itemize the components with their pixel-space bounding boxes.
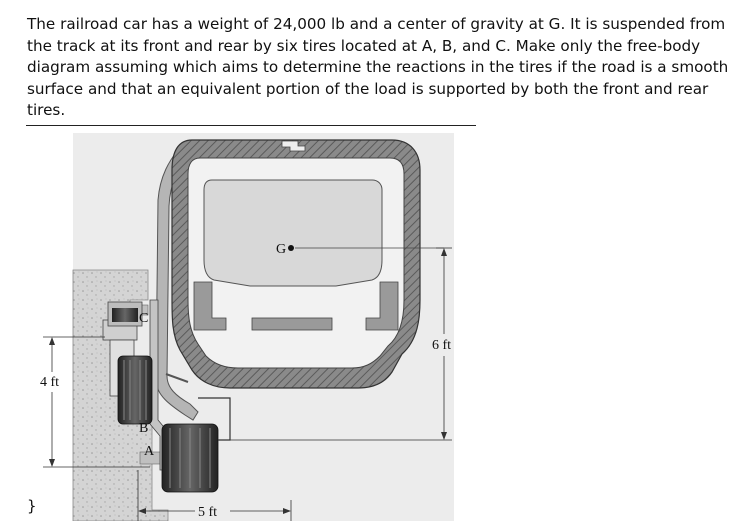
seat-center <box>252 318 332 330</box>
car-window <box>204 180 382 286</box>
problem-statement: The railroad car has a weight of 24,000 lb and a center of gravity at G. It is suspended from the track at its front and rear by six tires located at A, B, and C. Make only the free-body diagram assuming which aims to determine the reactions in the tires if the road is a smooth surface and that an equivalent portion of the load is supported by both the front and rear tires. <box>27 15 729 119</box>
label-c: C <box>139 311 149 326</box>
dim-5ft-label: 5 ft <box>198 505 218 520</box>
closing-brace: } <box>27 497 37 515</box>
tire-b <box>118 356 152 424</box>
g-point-icon <box>288 245 294 251</box>
tire-c-tread <box>112 308 138 322</box>
dim-4ft-label: 4 ft <box>40 375 60 390</box>
label-b: B <box>139 421 149 436</box>
label-g: G <box>276 242 287 257</box>
label-a: A <box>144 444 155 459</box>
dim-6ft-label: 6 ft <box>432 338 452 353</box>
